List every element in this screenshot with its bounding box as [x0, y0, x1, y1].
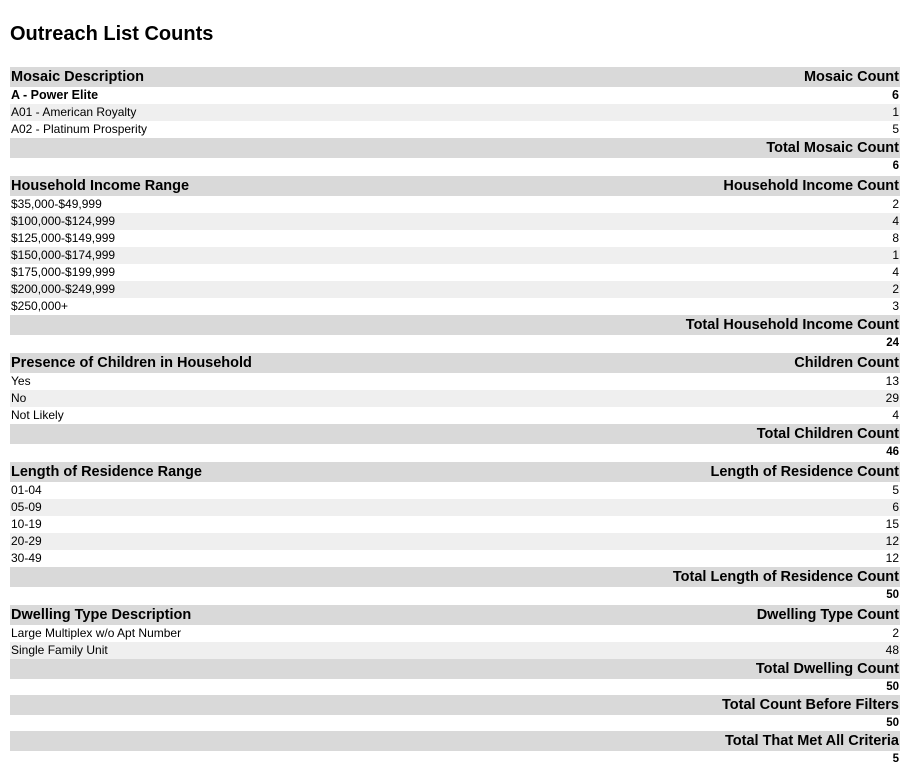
row-count: 48	[885, 643, 899, 657]
row-count: 6	[892, 500, 899, 514]
table-row	[10, 196, 900, 213]
row-count: 2	[892, 282, 899, 296]
row-count: 1	[892, 248, 899, 262]
table-row	[10, 281, 900, 298]
row-count: 5	[892, 122, 899, 136]
section-header-count-label: Household Income Count	[723, 178, 899, 194]
section-header-label: Mosaic Description	[11, 69, 144, 85]
section-header-count-label: Length of Residence Count	[710, 464, 899, 480]
summary-label	[10, 695, 900, 715]
section-header-count-label: Dwelling Type Count	[756, 607, 899, 623]
table-row	[10, 230, 900, 247]
row-label: $250,000+	[11, 299, 69, 313]
table-row	[10, 121, 900, 138]
total-label-text: Total Household Income Count	[685, 317, 899, 333]
row-label: 01-04	[11, 483, 42, 497]
row-count: 29	[885, 391, 899, 405]
table-row	[10, 298, 900, 315]
total-value-text: 50	[886, 589, 899, 601]
row-count: 2	[892, 197, 899, 211]
row-count: 2	[892, 626, 899, 640]
total-label-text: Total Length of Residence Count	[672, 569, 899, 585]
total-label-text: Total Mosaic Count	[766, 140, 899, 156]
row-count: 3	[892, 299, 899, 313]
table-row	[10, 482, 900, 499]
row-count: 4	[892, 408, 899, 422]
row-label: Single Family Unit	[11, 643, 108, 657]
row-label: $35,000-$49,999	[11, 197, 102, 211]
row-count: 12	[885, 534, 899, 548]
section-header	[10, 605, 900, 625]
section-total-value	[10, 335, 900, 351]
row-count: 6	[892, 88, 899, 102]
total-value-text: 6	[892, 160, 899, 172]
summary-label	[10, 731, 900, 751]
total-value-text: 50	[886, 681, 899, 693]
section-header-label: Length of Residence Range	[11, 464, 202, 480]
summary-label-text: Total That Met All Criteria	[724, 733, 899, 749]
table-row	[10, 407, 900, 424]
section-header	[10, 176, 900, 196]
row-count: 8	[892, 231, 899, 245]
section-total-value	[10, 158, 900, 174]
row-label: 05-09	[11, 500, 42, 514]
row-label: Large Multiplex w/o Apt Number	[11, 626, 182, 640]
section-header	[10, 462, 900, 482]
section-header-count-label: Mosaic Count	[803, 69, 899, 85]
row-label: A - Power Elite	[11, 88, 99, 102]
row-count: 5	[892, 483, 899, 497]
row-label: A01 - American Royalty	[11, 105, 137, 119]
row-label: $150,000-$174,999	[11, 248, 116, 262]
table-row	[10, 390, 900, 407]
row-label: $100,000-$124,999	[11, 214, 116, 228]
row-count: 13	[885, 374, 899, 388]
row-count: 4	[892, 265, 899, 279]
row-label: Yes	[11, 374, 31, 388]
report-table	[10, 67, 900, 767]
row-label: Not Likely	[11, 408, 64, 422]
table-row	[10, 213, 900, 230]
summary-value-text: 50	[886, 717, 899, 729]
summary-value	[10, 715, 900, 731]
section-header-label: Household Income Range	[11, 178, 190, 194]
table-row	[10, 625, 900, 642]
section-total-value	[10, 444, 900, 460]
section-total-value	[10, 679, 900, 695]
table-row	[10, 642, 900, 659]
row-label: 10-19	[11, 517, 42, 531]
row-label: A02 - Platinum Prosperity	[11, 122, 148, 136]
group-row	[10, 87, 900, 104]
summary-value	[10, 751, 900, 767]
table-row	[10, 247, 900, 264]
row-count: 12	[885, 551, 899, 565]
section-header-label: Presence of Children in Household	[11, 355, 252, 371]
total-value-text: 46	[886, 446, 899, 458]
row-count: 1	[892, 105, 899, 119]
table-row	[10, 264, 900, 281]
section-header-count-label: Children Count	[794, 355, 899, 371]
total-label-text: Total Dwelling Count	[755, 661, 899, 677]
row-label: $200,000-$249,999	[11, 282, 116, 296]
total-value-text: 24	[886, 337, 899, 349]
table-row	[10, 533, 900, 550]
summary-value-text: 5	[892, 753, 899, 765]
table-row	[10, 104, 900, 121]
table-row	[10, 499, 900, 516]
section-total-label	[10, 315, 900, 335]
section-total-label	[10, 138, 900, 158]
row-label: 30-49	[11, 551, 42, 565]
row-label: $125,000-$149,999	[11, 231, 116, 245]
table-row	[10, 516, 900, 533]
row-count: 15	[885, 517, 899, 531]
table-row	[10, 550, 900, 567]
row-label: $175,000-$199,999	[11, 265, 116, 279]
section-header	[10, 67, 900, 87]
report-title: Outreach List Counts	[10, 23, 214, 45]
table-row	[10, 373, 900, 390]
row-count: 4	[892, 214, 899, 228]
section-total-label	[10, 659, 900, 679]
row-label: 20-29	[11, 534, 42, 548]
section-header	[10, 353, 900, 373]
section-total-label	[10, 567, 900, 587]
section-total-value	[10, 587, 900, 603]
total-label-text: Total Children Count	[756, 426, 899, 442]
section-total-label	[10, 424, 900, 444]
row-label: No	[11, 391, 27, 405]
section-header-label: Dwelling Type Description	[11, 607, 192, 623]
summary-label-text: Total Count Before Filters	[722, 697, 899, 713]
